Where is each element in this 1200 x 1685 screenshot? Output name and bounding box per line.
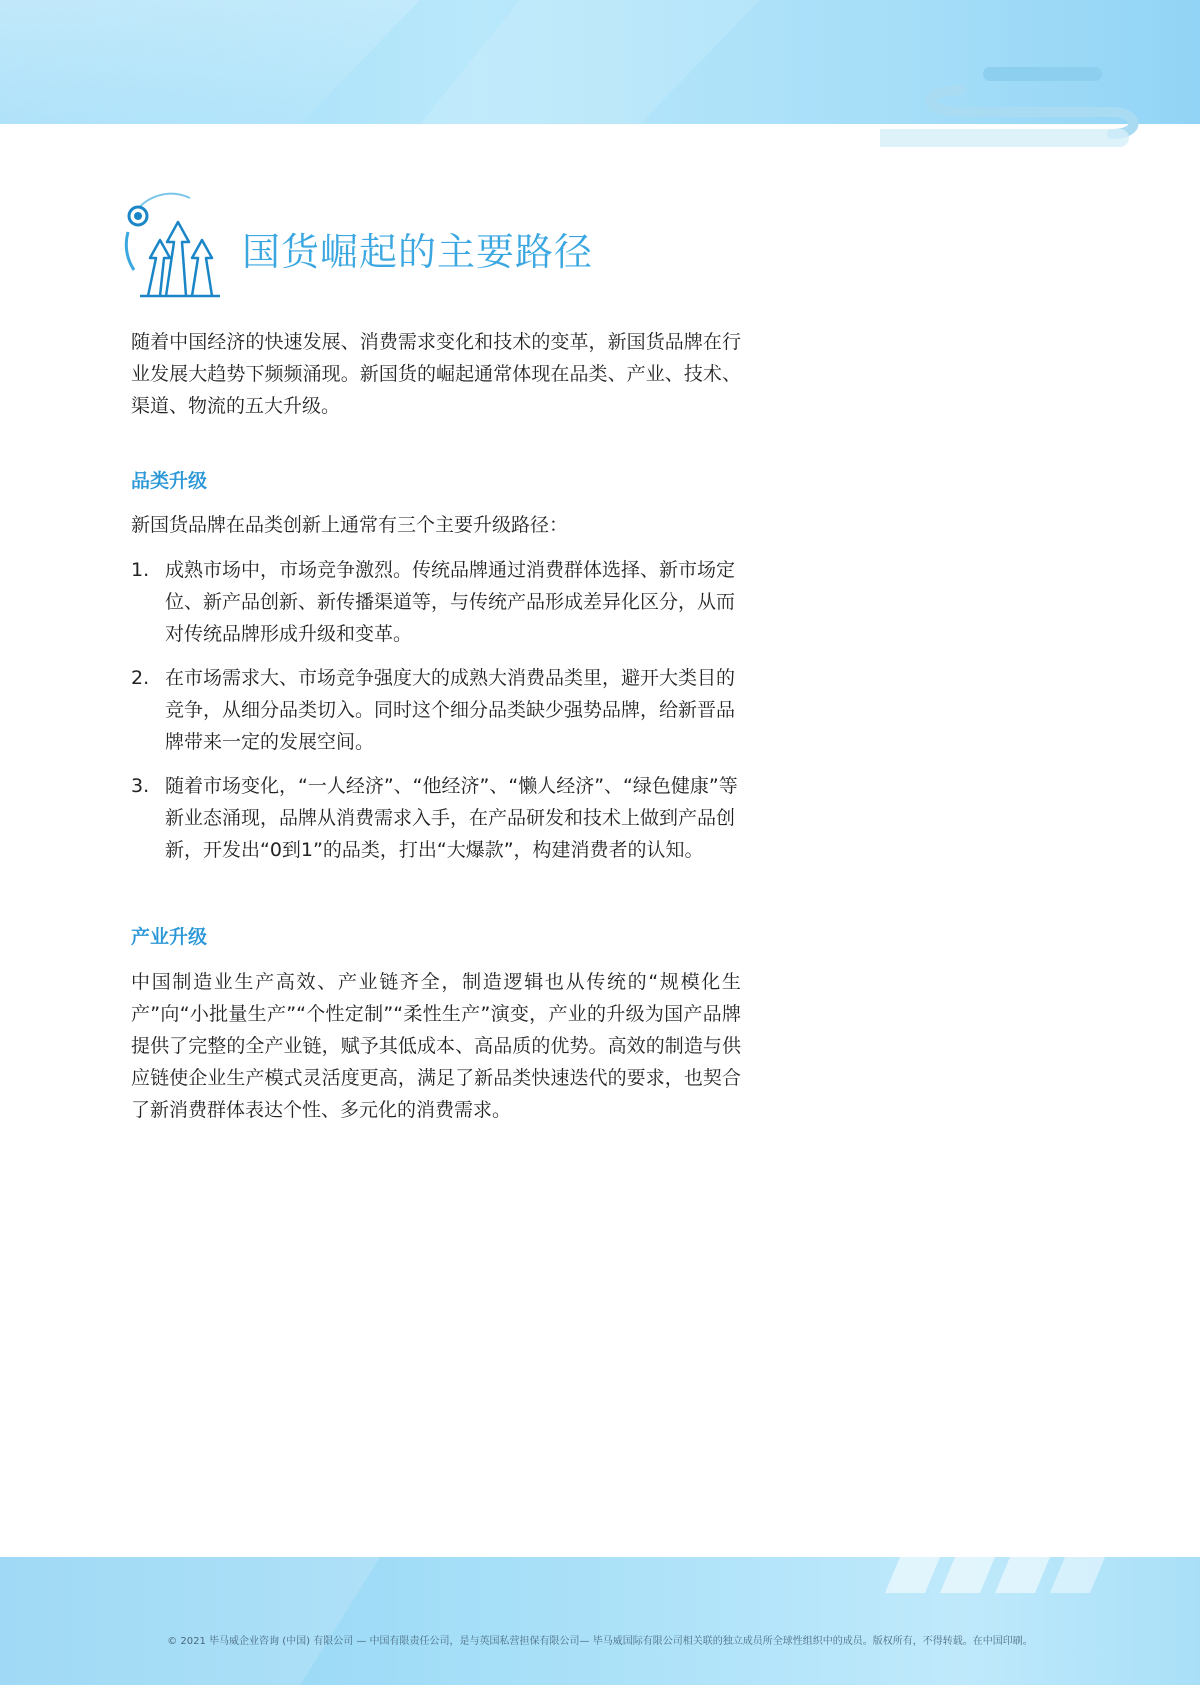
category-upgrade-list xyxy=(131,554,741,878)
category-lead-text: 新国货品牌在品类创新上通常有三个主要升级路径： xyxy=(131,514,569,536)
footer-band xyxy=(0,1557,1200,1685)
section-heading-category: 品类升级 xyxy=(131,470,208,492)
list-number: 3. xyxy=(131,775,150,797)
header-swoosh xyxy=(880,60,1200,170)
list-item xyxy=(131,662,741,758)
footer-pattern xyxy=(0,1557,1200,1685)
list-number: 2. xyxy=(131,667,150,689)
list-item xyxy=(131,770,741,866)
footer-copyright: © 2021 毕马威企业咨询 (中国) 有限公司 — 中国有限责任公司，是与英国私营担保有限公司— 毕马威国际有限公司相关联的独立成员所全球性组织中的成员。版权所有，不得转载。在中国印刷。 xyxy=(167,1636,1033,1647)
rising-arrows-icon xyxy=(120,192,230,302)
list-number: 1. xyxy=(131,559,150,581)
list-item-text: 在市场需求大、市场竞争强度大的成熟大消费品类里，避开大类目的竞争，从细分品类切入。同时这个细分品类缺少强势品牌，给新晋品牌带来一定的发展空间。 xyxy=(165,667,736,753)
industry-paragraph: 中国制造业生产高效、产业链齐全，制造逻辑也从传统的“规模化生产”向“小批量生产”“个性定制”“柔性生产”演变，产业的升级为国产品牌提供了完整的全产业链，赋予其低成本、高品质的优势。高效的制造与供应链使企业生产模式灵活度更高，满足了新品类快速迭代的要求，也契合了新消费群体表达个性、多元化的消费需求。 xyxy=(131,971,741,1121)
section-heading-industry: 产业升级 xyxy=(131,926,208,948)
list-item xyxy=(131,554,741,650)
page-title: 国货崛起的主要路径 xyxy=(242,230,594,274)
list-item-text: 成熟市场中，市场竞争激烈。传统品牌通过消费群体选择、新市场定位、新产品创新、新传播渠道等，与传统产品形成差异化区分，从而对传统品牌形成升级和变革。 xyxy=(165,559,736,645)
list-item-text: 随着市场变化，“一人经济”、“他经济”、“懒人经济”、“绿色健康”等新业态涌现，品牌从消费需求入手，在产品研发和技术上做到产品创新，开发出“0到1”的品类，打出“大爆款”，构建消费者的认知。 xyxy=(165,775,738,861)
intro-paragraph: 随着中国经济的快速发展、消费需求变化和技术的变革，新国货品牌在行业发展大趋势下频频涌现。新国货的崛起通常体现在品类、产业、技术、渠道、物流的五大升级。 xyxy=(131,331,741,417)
